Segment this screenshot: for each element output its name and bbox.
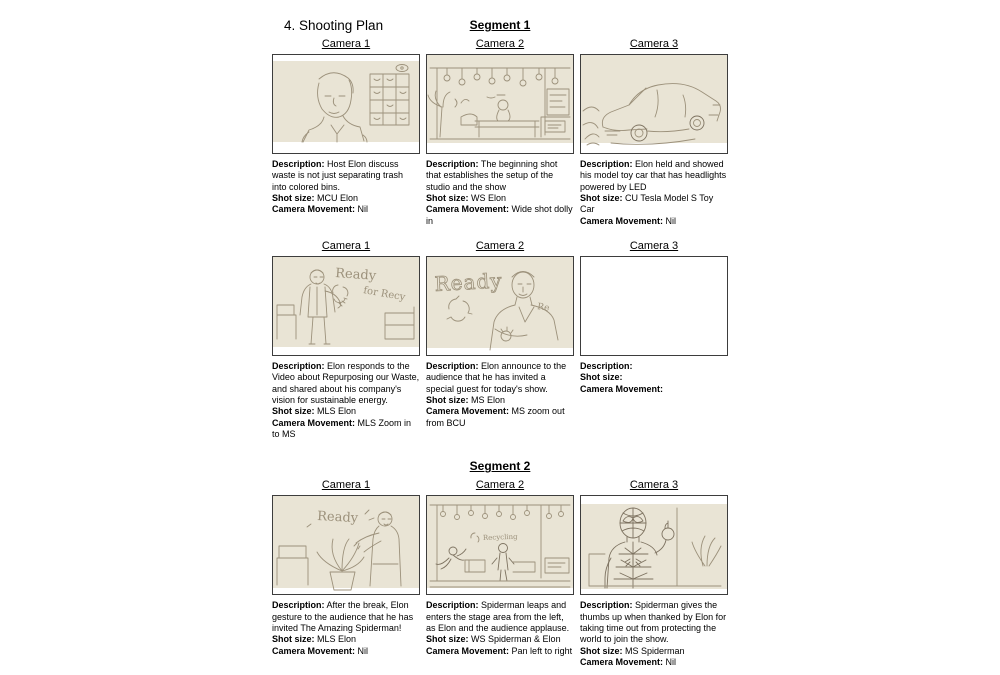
description-label: Description: (426, 360, 479, 371)
shot-size-label: Shot size: (272, 634, 315, 645)
description-label: Description: (426, 600, 479, 611)
elon-ms-ready-sign-sketch (427, 257, 573, 355)
shot-description (580, 600, 728, 675)
shot-size-value: WS Spiderman & Elon (471, 634, 561, 645)
sketch-frame-empty (580, 256, 728, 356)
description-label: Description: (426, 159, 479, 169)
storyboard-cell (580, 473, 728, 675)
shot-description (426, 361, 574, 436)
storyboard-cell (426, 32, 574, 234)
shot-size-value: WS Elon (471, 192, 507, 203)
sketch-frame (426, 256, 574, 356)
camera-header: Camera 3 (629, 38, 679, 50)
shot-size-value: MS Elon (471, 394, 506, 405)
shot-description (272, 361, 420, 447)
description-value: Elon announce to the audience that he has invited a special guest for today's show. (426, 360, 567, 394)
description-label: Description: (580, 159, 633, 169)
shot-size-label: Shot size: (426, 634, 469, 645)
spiderman-stage-entry-sketch (427, 496, 573, 594)
description-value: Spiderman gives the thumbs up when thanked by Elon for taking time out from protecting the world to join the show. (580, 600, 727, 645)
shot-description (272, 159, 420, 224)
studio-wide-setup-sketch (427, 55, 573, 153)
camera-movement-value: Nil (357, 645, 369, 656)
shot-size-value: MCU Elon (317, 192, 359, 203)
camera-movement-label: Camera Movement: (426, 204, 510, 215)
sketch-frame (272, 256, 420, 356)
elon-mls-ready-wall-sketch (273, 257, 419, 355)
camera-movement-label: Camera Movement: (580, 383, 664, 394)
shot-description (426, 159, 574, 234)
shot-size-value: MLS Elon (317, 406, 357, 417)
sketch-frame (272, 495, 420, 595)
sketch-text: Recycling (482, 533, 518, 543)
segment-1-row-1 (272, 32, 728, 234)
sketch-text-partial: Re (536, 302, 550, 314)
sketch-frame (580, 495, 728, 595)
camera-header: Camera 1 (321, 479, 371, 492)
description-label: Description: (272, 159, 325, 169)
elon-mcu-portrait-sketch (273, 55, 419, 153)
page-title: 4. Shooting Plan (284, 18, 384, 33)
shot-description (580, 159, 728, 234)
sketch-frame (426, 54, 574, 154)
description-label: Description: (272, 360, 325, 371)
camera-movement-label: Camera Movement: (580, 215, 664, 226)
camera-movement-value: Pan left to right (511, 645, 573, 656)
camera-movement-label: Camera Movement: (272, 645, 356, 656)
camera-movement-label: Camera Movement: (272, 417, 356, 428)
sketch-text: Ready (434, 268, 504, 296)
storyboard-cell (426, 473, 574, 675)
sketch-text: Ready (316, 509, 359, 527)
camera-header: Camera 3 (629, 239, 679, 252)
storyboard-cell-empty (580, 234, 728, 447)
camera-movement-value: Nil (357, 204, 369, 215)
camera-movement-value: Nil (665, 656, 677, 667)
shot-size-value: MS Spiderman (625, 645, 685, 656)
sketch-frame (272, 54, 420, 154)
camera-header: Camera 2 (475, 239, 525, 252)
camera-movement-label: Camera Movement: (426, 406, 510, 417)
shot-size-label: Shot size: (580, 372, 623, 383)
camera-header: Camera 3 (629, 479, 679, 492)
tesla-toy-car-sketch (581, 55, 727, 153)
camera-header: Camera 2 (475, 38, 525, 50)
camera-header: Camera 1 (321, 38, 371, 50)
description-label: Description: (580, 600, 633, 611)
shot-size-label: Shot size: (272, 192, 315, 203)
camera-movement-value: MLS Zoom in to MS (272, 417, 412, 439)
camera-movement-value: Wide shot dolly in (426, 204, 573, 226)
description-value: The beginning shot that establishes the setup of the studio and the show (426, 159, 558, 192)
shot-description (426, 600, 574, 665)
sketch-text: for Recy (362, 285, 407, 304)
camera-movement-value: MS zoom out from BCU (426, 406, 565, 428)
spiderman-thumbs-up-sketch (581, 496, 727, 594)
segment-2-heading: Segment 2 (469, 459, 531, 474)
segment-1-heading: Segment 1 (469, 18, 531, 32)
description-value: After the break, Elon gesture to the audience that he has invited The Amazing Spiderman! (272, 600, 414, 633)
segment-1-row-2 (272, 234, 728, 447)
shot-size-label: Shot size: (272, 406, 315, 417)
description-value: Host Elon discuss waste is not just separating trash into colored bins. (272, 159, 404, 192)
description-label: Description: (580, 360, 633, 371)
storyboard-cell (272, 32, 420, 234)
camera-header: Camera 2 (475, 479, 525, 492)
shot-size-value: MLS Elon (317, 634, 357, 645)
camera-movement-label: Camera Movement: (272, 204, 356, 215)
camera-movement-label: Camera Movement: (426, 645, 510, 656)
sketch-text: Ready (334, 265, 377, 284)
description-value: Elon held and showed his model toy car that has headlights powered by LED (580, 159, 727, 192)
storyboard-cell (272, 234, 420, 447)
storyboard-cell (272, 473, 420, 675)
camera-movement-label: Camera Movement: (580, 656, 664, 667)
segment-2-row-1 (272, 473, 728, 675)
shot-size-label: Shot size: (580, 192, 623, 203)
shot-size-value: CU Tesla Model S Toy Car (580, 192, 714, 215)
description-value: Elon responds to the Video about Repurposing our Waste, and shared about his company's vision for sustainable energy. (272, 360, 420, 405)
shot-size-label: Shot size: (580, 645, 623, 656)
storyboard-cell (426, 234, 574, 447)
shot-size-label: Shot size: (426, 394, 469, 405)
shooting-plan-page (272, 0, 728, 675)
sketch-frame (426, 495, 574, 595)
description-label: Description: (272, 600, 325, 611)
elon-gesture-plant-sketch (273, 496, 419, 594)
shot-size-label: Shot size: (426, 192, 469, 203)
camera-header: Camera 1 (321, 239, 371, 252)
sketch-frame (580, 54, 728, 154)
description-value: Spiderman leaps and enters the stage area from the left, as Elon and the audience applause. (426, 600, 570, 633)
storyboard-cell (580, 32, 728, 234)
camera-movement-value: Nil (665, 215, 677, 226)
shot-description (580, 361, 728, 426)
shot-description (272, 600, 420, 665)
